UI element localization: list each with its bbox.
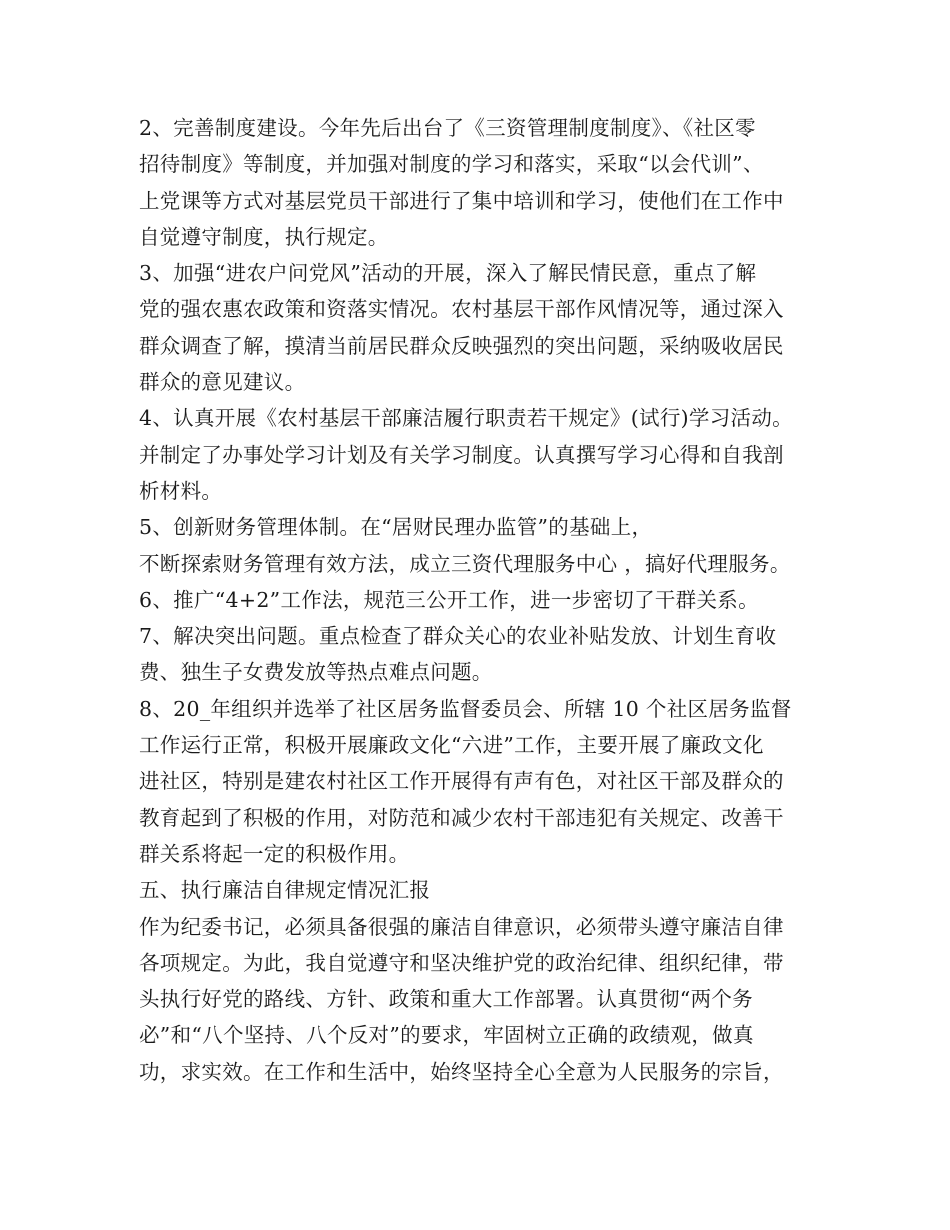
text-line: 5、创新财务管理体制。在“居财民理办监管”的基础上， [139,515,653,540]
text-line: 工作运行正常，积极开展廉政文化“六进”工作，主要开展了廉政文化 [139,733,764,758]
text-line: 上党课等方式对基层党员干部进行了集中培训和学习，使他们在工作中 [139,188,784,213]
text-line: 费、独生子女费发放等热点难点问题。 [139,660,493,685]
text-line: 不断探索财务管理有效方法，成立三资代理服务中心 ，搞好代理服务。 [139,551,791,576]
text-line: 6、推广“4+2”工作法，规范三公开工作，进一步密切了干群关系。 [139,587,759,612]
text-line: 4、认真开展《农村基层干部廉洁履行职责若干规定》(试行)学习活动。 [139,406,793,431]
text-line: 必”和“八个坚持、八个反对”的要求，牢固树立正确的政绩观，做真 [139,1023,754,1048]
text-line: 群关系将起一定的积极作用。 [139,841,410,866]
text-line: 7、解决突出问题。重点检查了群众关心的农业补贴发放、计划生育收 [139,624,777,649]
text-line: 党的强农惠农政策和资落实情况。农村基层干部作风情况等，通过深入 [139,297,784,322]
text-line: 群众的意见建议。 [139,370,306,395]
text-line: 教育起到了积极的作用，对防范和减少农村干部违犯有关规定、改善干 [139,805,784,830]
text-line: 并制定了办事处学习计划及有关学习制度。认真撰写学习心得和自我剖 [139,442,784,467]
text-line: 析材料。 [139,478,223,503]
text-line: 招待制度》等制度，并加强对制度的学习和落实，采取“以会代训”、 [139,152,764,177]
text-line: 3、加强“进农户问党风”活动的开展，深入了解民情民意，重点了解 [139,261,757,286]
text-line: 进社区，特别是建农村社区工作开展得有声有色，对社区干部及群众的 [139,769,784,794]
text-line: 功，求实效。在工作和生活中，始终坚持全心全意为人民服务的宗旨， [139,1059,784,1084]
text-line: 2、完善制度建设。今年先后出台了《三资管理制度制度》、《社区零 [139,116,756,140]
text-line: 各项规定。为此，我自觉遵守和坚决维护党的政治纪律、组织纪律，带 [139,950,784,975]
document-body [139,110,839,1090]
text-line: 8、20_年组织并选举了社区居务监督委员会、所辖 10 个社区居务监督 [139,696,792,721]
text-line: 头执行好党的路线、方针、政策和重大工作部署。认真贯彻“两个务 [139,987,753,1012]
section-heading: 五、执行廉洁自律规定情况汇报 [139,878,431,903]
text-line: 自觉遵守制度，执行规定。 [139,224,389,249]
text-line: 作为纪委书记，必须具备很强的廉洁自律意识，必须带头遵守廉洁自律 [139,914,784,939]
text-line: 群众调查了解，摸清当前居民群众反映强烈的突出问题，采纳吸收居民 [139,333,784,358]
